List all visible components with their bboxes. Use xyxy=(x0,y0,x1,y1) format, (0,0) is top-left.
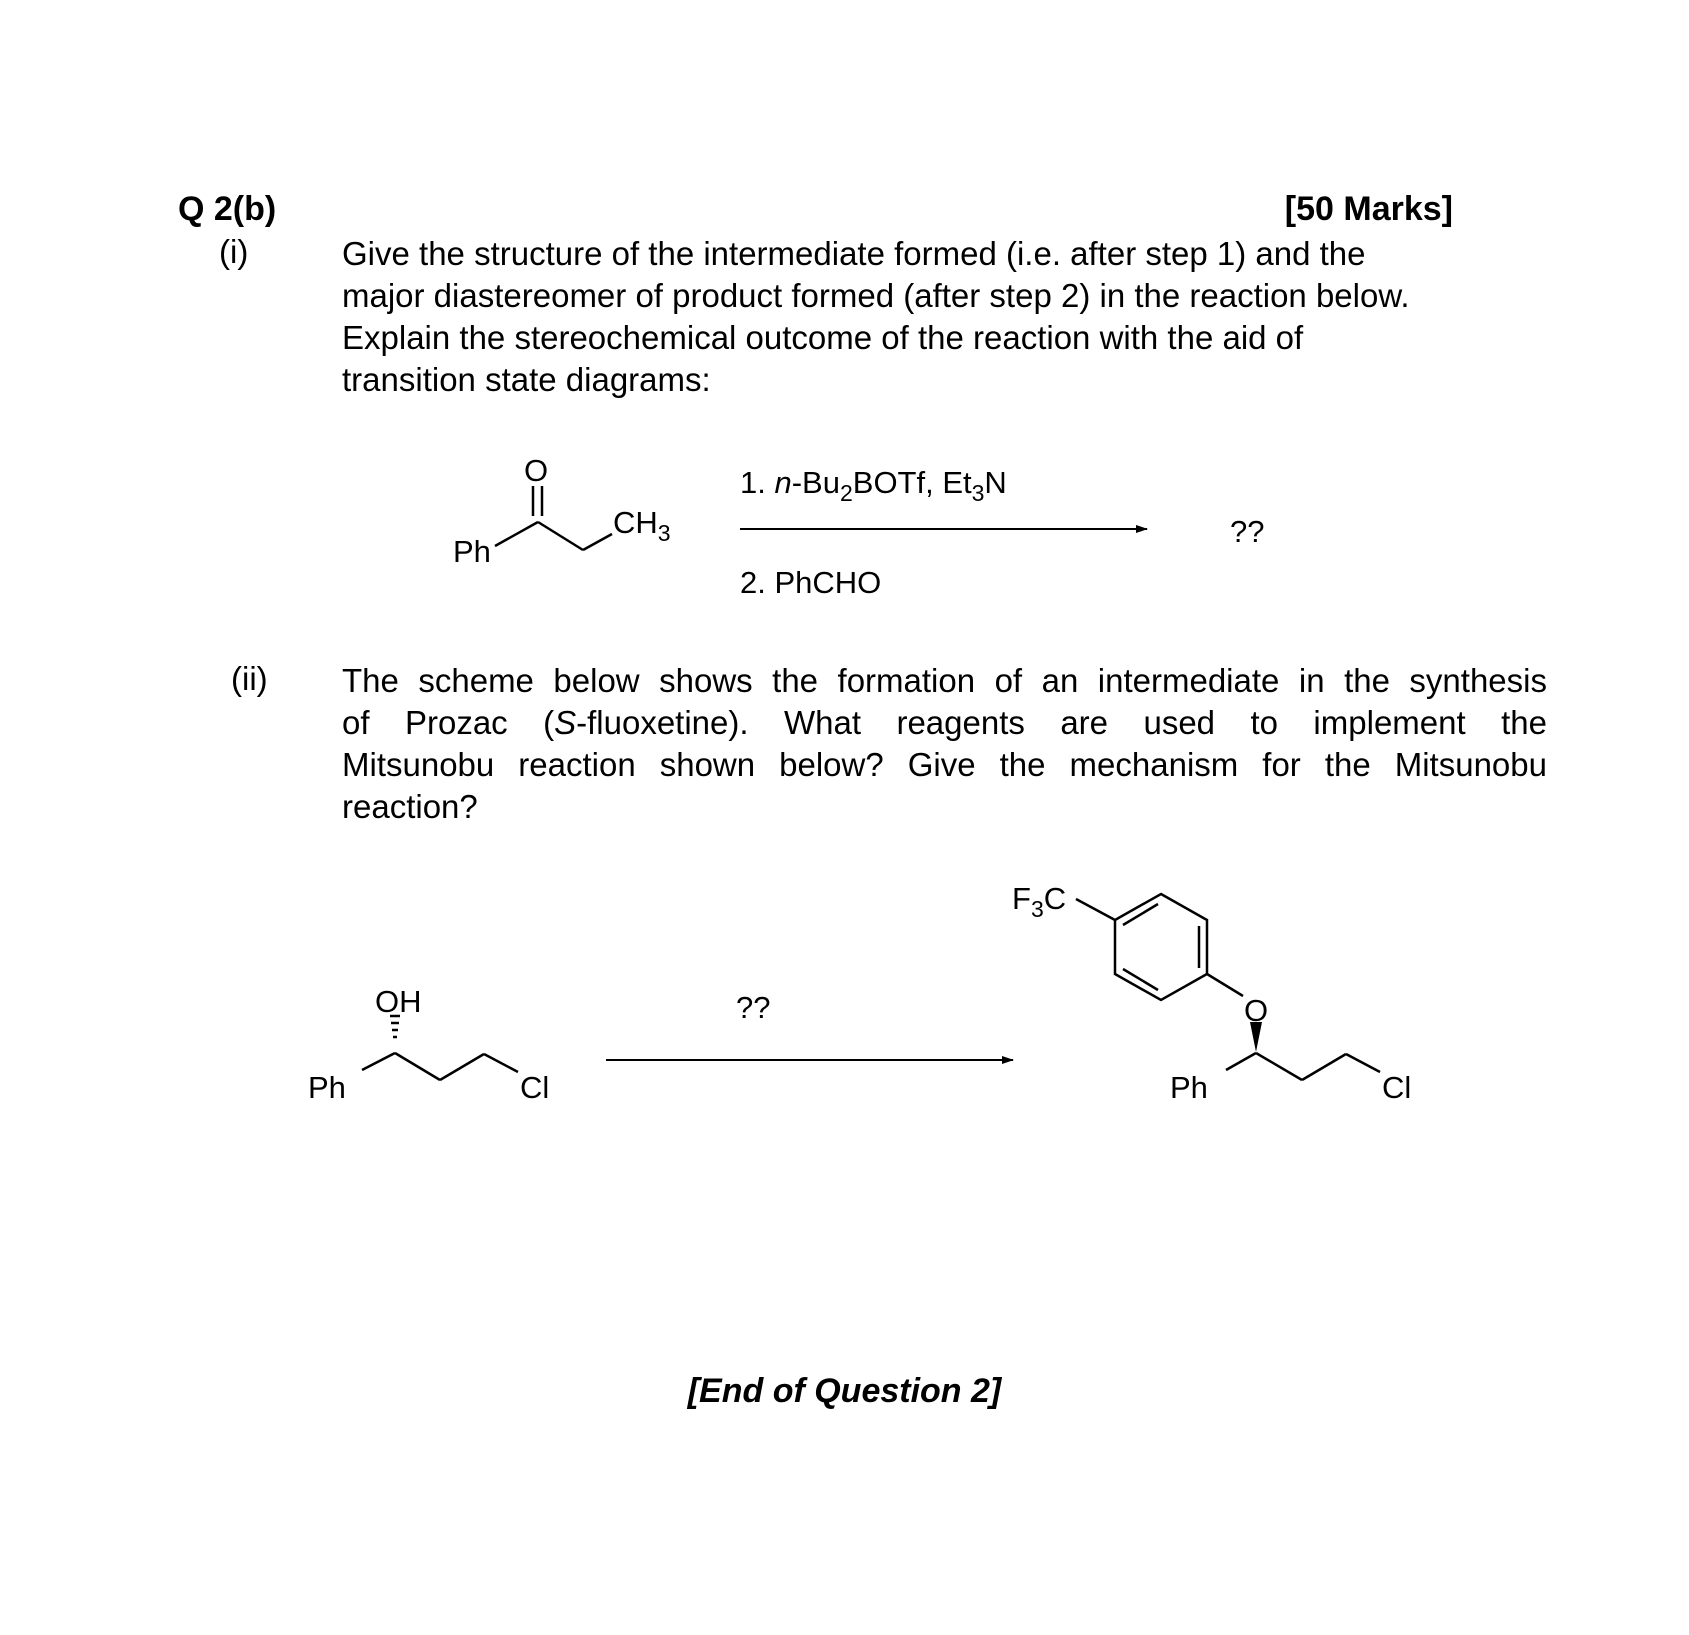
phenyl-label: Ph xyxy=(453,534,491,569)
question-number: Q 2(b) xyxy=(178,190,277,228)
cf3-subscript: 3 xyxy=(1030,896,1044,922)
part-i-label: (i) xyxy=(219,233,249,270)
step1-sub-b: 3 xyxy=(971,480,985,506)
step1-n: n xyxy=(774,465,792,500)
part-ii-line2-s: S xyxy=(554,704,577,741)
part-ii-line: The scheme below shows the formation of an intermediate in the synthesis xyxy=(342,662,1547,699)
part-ii-line: reaction? xyxy=(342,788,478,825)
question-marks: [50 Marks] xyxy=(1284,190,1453,228)
fluoxetine-intermediate-structure xyxy=(1076,894,1380,1080)
part-ii-line2-a: of Prozac ( xyxy=(342,704,555,741)
methyl-label xyxy=(613,505,671,546)
cf3-c: C xyxy=(1043,881,1067,916)
cf3-f: F xyxy=(1012,881,1031,916)
step1-sub-a: 2 xyxy=(839,480,853,506)
chloro-alcohol-structure xyxy=(362,1053,518,1080)
hydroxyl-label: OH xyxy=(375,984,422,1019)
step1-reagents xyxy=(740,465,1007,506)
hashed-wedge-bond xyxy=(390,1016,400,1037)
product-chloro-label: Cl xyxy=(1382,1070,1412,1105)
propiophenone-structure xyxy=(495,486,612,550)
ether-oxygen-label: O xyxy=(1244,993,1269,1028)
product-unknown-i: ?? xyxy=(1230,514,1265,549)
reactant-phenyl-label: Ph xyxy=(308,1070,346,1105)
methyl-subscript: 3 xyxy=(657,520,671,546)
part-ii-line: Mitsunobu reaction shown below? Give the mechanism for the Mitsunobu xyxy=(342,746,1547,783)
methyl-main: CH xyxy=(613,505,658,540)
part-ii-line2-b: -fluoxetine). What reagents are used to implement the xyxy=(576,704,1547,741)
part-i-line: transition state diagrams: xyxy=(342,361,711,398)
part-i-line: Give the structure of the intermediate formed (i.e. after step 1) and the xyxy=(342,235,1366,272)
product-phenyl-label: Ph xyxy=(1170,1070,1208,1105)
step1-prefix: 1. xyxy=(740,465,775,500)
step2-reagents: 2. PhCHO xyxy=(740,565,882,600)
step1-reagent-c: N xyxy=(984,465,1007,500)
part-i-line: Explain the stereochemical outcome of the reaction with the aid of xyxy=(342,319,1304,356)
step1-reagent-a: -Bu xyxy=(791,465,840,500)
reactant-chloro-label: Cl xyxy=(520,1070,550,1105)
part-i-line: major diastereomer of product formed (after step 2) in the reaction below. xyxy=(342,277,1410,314)
step1-reagent-b: BOTf, Et xyxy=(852,465,972,500)
mitsunobu-reagents-unknown: ?? xyxy=(736,990,771,1025)
trifluoromethyl-label xyxy=(1012,881,1066,922)
carbonyl-oxygen-label: O xyxy=(524,453,549,488)
end-of-question: [End of Question 2] xyxy=(687,1372,1002,1410)
part-ii-label: (ii) xyxy=(231,660,268,697)
